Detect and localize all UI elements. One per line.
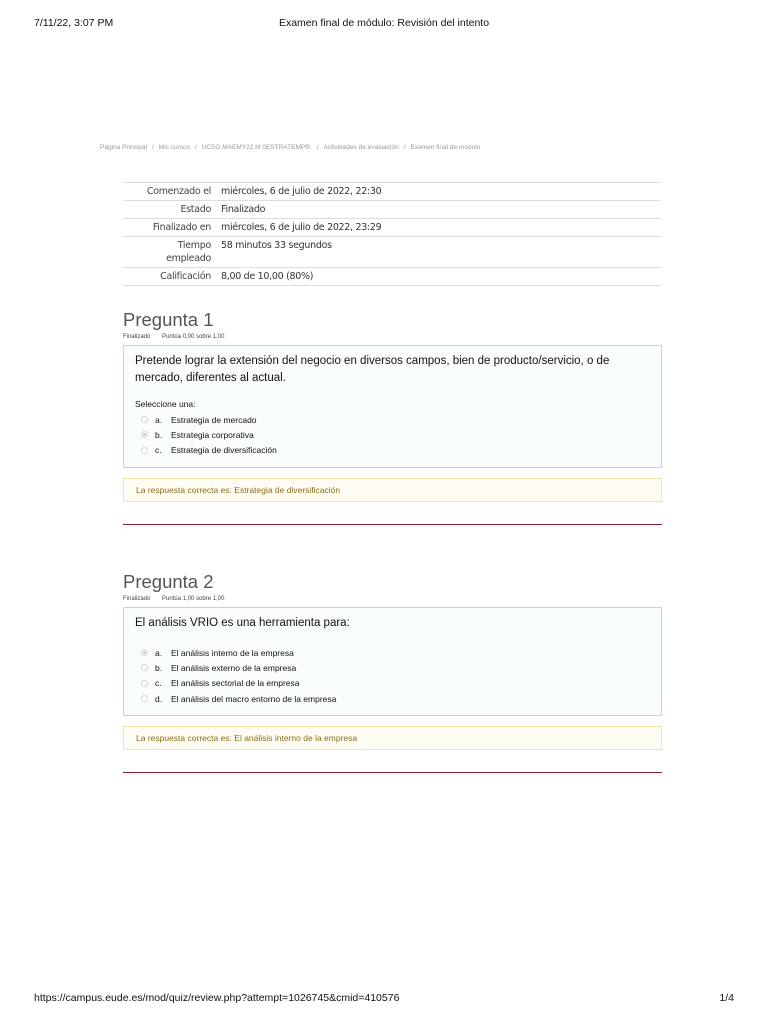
correct-answer-feedback: La respuesta correcta es: El análisis interno de la empresa <box>123 726 662 750</box>
question-content <box>123 345 662 468</box>
question-divider <box>123 524 662 525</box>
option-label: Estrategia de diversificación <box>171 445 277 456</box>
radio-button[interactable] <box>141 680 148 687</box>
option-letter: a. <box>155 647 163 658</box>
question-text: Pretende lograr la extensión del negocio en diversos campos, bien de producto/servicio, o de mercado, diferentes al actual. <box>135 355 610 384</box>
question-state: Finalizado <box>123 596 151 602</box>
print-footer <box>34 992 734 1006</box>
summary-row-grade <box>123 268 661 286</box>
answer-option[interactable] <box>135 412 650 427</box>
radio-button[interactable] <box>141 416 148 423</box>
summary-value: 58 minutos 33 segundos <box>221 240 332 251</box>
summary-row-finished <box>123 219 661 237</box>
summary-label: Finalizado en <box>152 222 211 233</box>
question-info <box>123 596 662 605</box>
summary-value: 8,00 de 10,00 (80%) <box>221 271 314 282</box>
option-label: El análisis externo de la empresa <box>171 662 297 673</box>
question-divider <box>123 772 662 773</box>
radio-button-selected[interactable] <box>141 649 148 656</box>
question-text: El análisis VRIO es una herramienta para: <box>135 617 350 629</box>
option-label: El análisis sectorial de la empresa <box>171 678 300 689</box>
answer-option[interactable] <box>135 691 650 706</box>
radio-button[interactable] <box>141 664 148 671</box>
breadcrumb-course[interactable]: UCSG.MAEMY22.M.0ESTRATEMPR. <box>201 144 312 151</box>
summary-label: Calificación <box>160 271 211 282</box>
breadcrumb-my-courses[interactable]: Mis cursos <box>158 144 190 151</box>
summary-label: Estado <box>180 204 211 215</box>
answer-prompt: Seleccione una: <box>135 399 196 409</box>
answer-option[interactable] <box>135 645 650 660</box>
radio-button-selected[interactable] <box>141 431 148 438</box>
breadcrumb-home[interactable]: Página Principal <box>100 144 147 151</box>
summary-value: miércoles, 6 de julio de 2022, 23:29 <box>221 222 382 233</box>
summary-value: miércoles, 6 de julio de 2022, 22:30 <box>221 186 382 197</box>
question-info <box>123 334 662 343</box>
answer-option[interactable] <box>135 443 650 458</box>
print-date: 7/11/22, 3:07 PM <box>34 17 114 29</box>
breadcrumb-quiz[interactable]: Examen final de módulo <box>410 144 481 151</box>
summary-row-time-taken <box>123 237 661 268</box>
summary-label: Comenzado el <box>146 186 211 197</box>
summary-label: Tiempo empleado <box>166 240 211 264</box>
option-letter: c. <box>155 678 162 689</box>
correct-answer-feedback: La respuesta correcta es: Estrategia de diversificación <box>123 478 662 502</box>
question-content <box>123 607 662 716</box>
answer-option[interactable] <box>135 427 650 442</box>
breadcrumb: Página Principal / Mis cursos / UCSG.MAEMY22.M.0ESTRATEMPR. / Actividades de evaluación / Examen final de módulo <box>100 144 481 151</box>
option-letter: b. <box>155 662 163 673</box>
option-label: Estrategia corporativa <box>171 429 254 440</box>
breadcrumb-section[interactable]: Actividades de evaluación <box>323 144 399 151</box>
print-header <box>34 17 734 31</box>
question-state: Finalizado <box>123 334 151 340</box>
radio-button[interactable] <box>141 447 148 454</box>
question-grade: Puntúa 0,00 sobre 1,00 <box>162 334 225 340</box>
print-title: Examen final de módulo: Revisión del intento <box>278 17 490 29</box>
question-1 <box>123 309 662 525</box>
answer-option[interactable] <box>135 676 650 691</box>
option-letter: b. <box>155 429 163 440</box>
print-url: https://campus.eude.es/mod/quiz/review.php?attempt=1026745&cmid=410576 <box>34 992 400 1004</box>
question-title: Pregunta 1 <box>123 309 214 330</box>
attempt-summary-table <box>123 182 661 286</box>
answer-option[interactable] <box>135 660 650 675</box>
summary-value: Finalizado <box>221 204 266 215</box>
radio-button[interactable] <box>141 695 148 702</box>
option-label: El análisis interno de la empresa <box>171 647 294 658</box>
option-letter: a. <box>155 414 163 425</box>
question-grade: Puntúa 1,00 sobre 1,00 <box>162 596 225 602</box>
option-label: El análisis del macro entorno de la empresa <box>171 693 337 704</box>
option-label: Estrategia de mercado <box>171 414 257 425</box>
print-page-number: 1/4 <box>719 992 734 1004</box>
question-2 <box>123 571 662 773</box>
option-letter: d. <box>155 693 163 704</box>
option-letter: c. <box>155 445 162 456</box>
question-title: Pregunta 2 <box>123 571 214 592</box>
summary-row-state <box>123 201 661 219</box>
summary-row-started <box>123 183 661 201</box>
